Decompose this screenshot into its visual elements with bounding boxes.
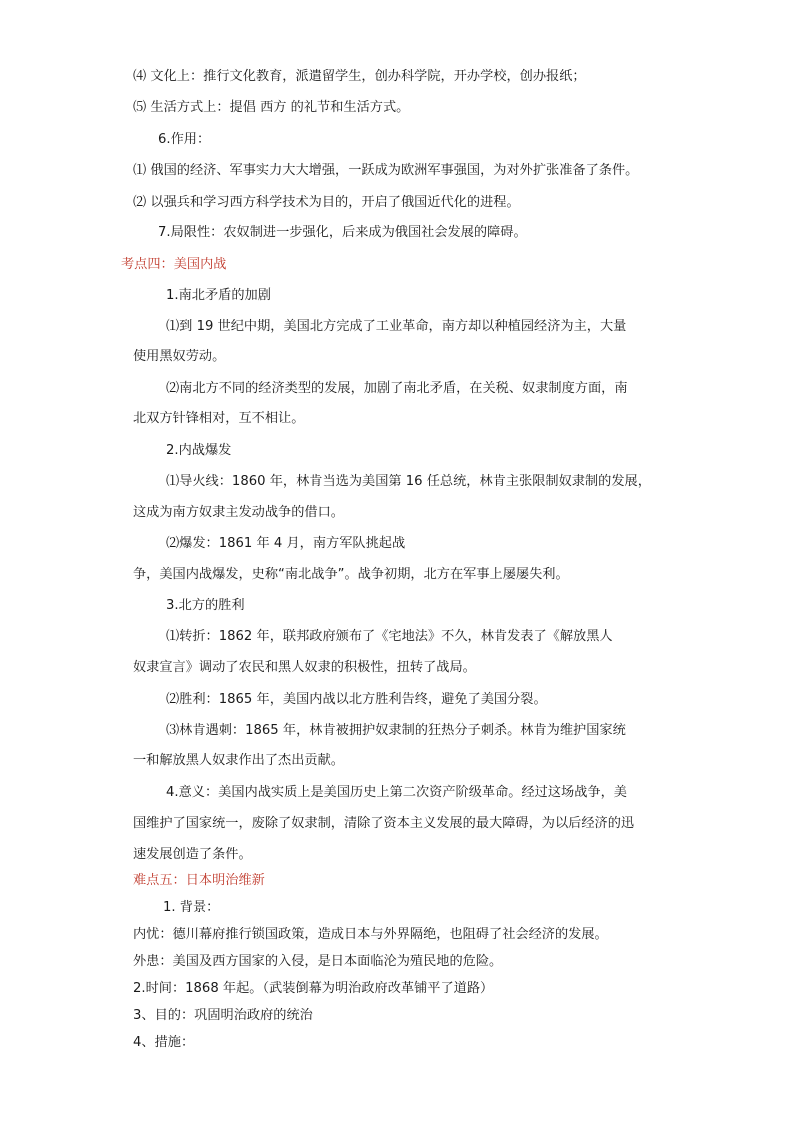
text-line: ⑶林肯遇刺：1865 年，林肯被拥护奴隶制的狂热分子刺杀。林肯为维护国家统 <box>166 723 626 738</box>
text-line: ⑴导火线：1860 年，林肯当选为美国第 16 任总统，林肯主张限制奴隶制的发展， <box>166 474 651 489</box>
text-line: ⑵南北方不同的经济类型的发展，加剧了南北矛盾，在关税、奴隶制度方面，南 <box>166 381 628 396</box>
section-heading: 考点四：美国内战 <box>121 257 227 272</box>
text-line: 外患：美国及西方国家的入侵，是日本面临沦为殖民地的危险。 <box>133 954 503 969</box>
text-line: 4、措施： <box>133 1035 195 1050</box>
text-line: 2.时间：1868 年起。（武装倒幕为明治政府改革铺平了道路） <box>133 981 494 996</box>
section-heading: 难点五：日本明治维新 <box>133 873 265 888</box>
text-line: 2.内战爆发 <box>166 443 232 458</box>
text-line: ⑷ 文化上：推行文化教育，派遣留学生，创办科学院，开办学校，创办报纸； <box>133 69 586 84</box>
text-line: 3.北方的胜利 <box>166 598 245 613</box>
text-line: 4.意义：美国内战实质上是美国历史上第二次资产阶级革命。经过这场战争，美 <box>166 785 627 800</box>
text-line: ⑵胜利：1865 年，美国内战以北方胜利告终，避免了美国分裂。 <box>166 692 547 707</box>
text-line: 国维护了国家统一，废除了奴隶制，清除了资本主义发展的最大障碍，为以后经济的迅 <box>133 816 635 831</box>
text-line: ⑴到 19 世纪中期，美国北方完成了工业革命，南方却以种植园经济为主，大量 <box>166 319 627 334</box>
text-line: 争，美国内战爆发，史称“南北战争”。战争初期，北方在军事上屡屡失利。 <box>133 567 569 582</box>
text-line: 6.作用： <box>158 132 211 147</box>
text-line: 使用黑奴劳动。 <box>133 349 226 364</box>
text-line: ⑵爆发：1861 年 4 月，南方军队挑起战 <box>166 536 406 551</box>
text-line: ⑵ 以强兵和学习西方科学技术为目的，开启了俄国近代化的进程。 <box>133 195 520 210</box>
text-line: 速发展创造了条件。 <box>133 847 252 862</box>
text-line: ⑸ 生活方式上：提倡 西方 的礼节和生活方式。 <box>133 100 410 115</box>
text-line: 北双方针锋相对，互不相让。 <box>133 411 305 426</box>
text-line: ⑴ 俄国的经济、军事实力大大增强，一跃成为欧洲军事强国，为对外扩张准备了条件。 <box>133 163 639 178</box>
text-line: 1. 背景： <box>163 900 220 915</box>
text-line: 这成为南方奴隶主发动战争的借口。 <box>133 505 344 520</box>
text-line: 3、目的：巩固明治政府的统治 <box>133 1008 313 1023</box>
text-line: 一和解放黑人奴隶作出了杰出贡献。 <box>133 753 344 768</box>
text-line: 7.局限性：农奴制进一步强化，后来成为俄国社会发展的障碍。 <box>158 225 527 240</box>
text-line: 奴隶宣言》调动了农民和黑人奴隶的积极性，扭转了战局。 <box>133 660 476 675</box>
text-line: 内忧：德川幕府推行锁国政策，造成日本与外界隔绝，也阻碍了社会经济的发展。 <box>133 927 608 942</box>
text-line: ⑴转折：1862 年，联邦政府颁布了《宅地法》不久，林肯发表了《解放黑人 <box>166 629 613 644</box>
text-line: 1.南北矛盾的加剧 <box>166 288 271 303</box>
